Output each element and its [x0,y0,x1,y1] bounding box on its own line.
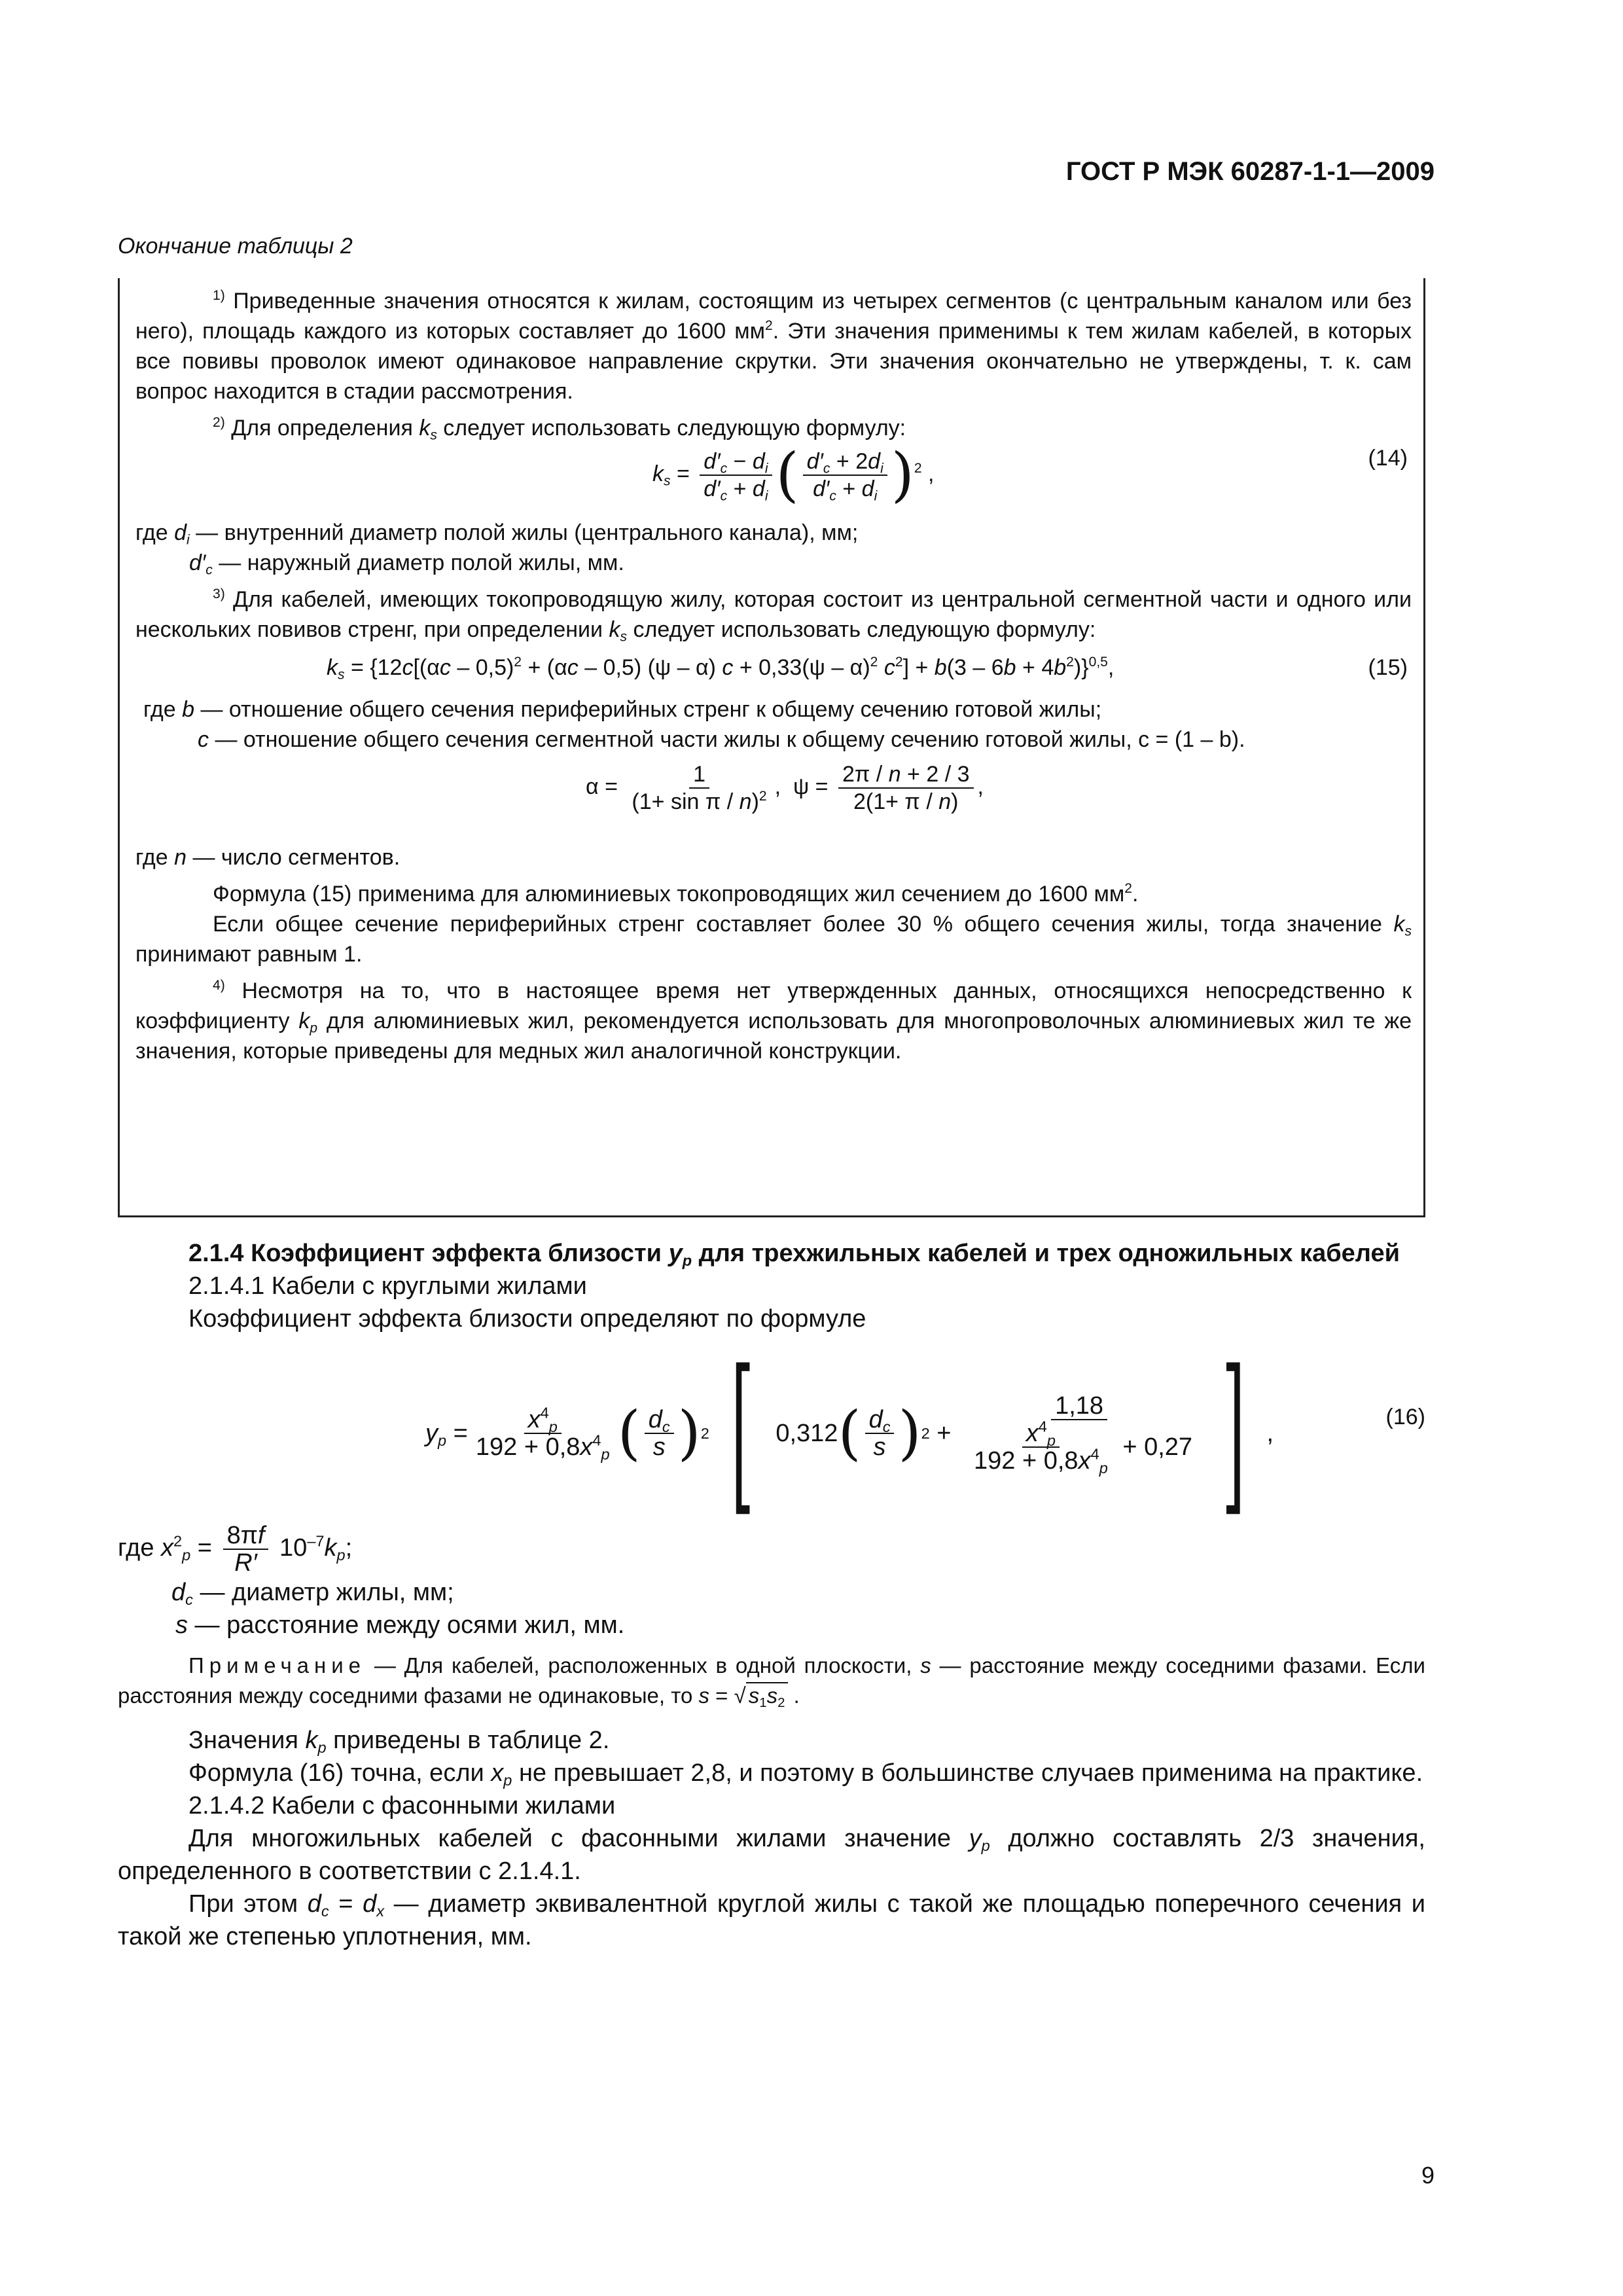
paragraph-dc-dx: При этом $d_c = d_x$ — диаметр эквивалентной круглой жилы с такой же площадью поперечного сечения и такой же степенью уплотнения, мм. [118,1890,1425,1950]
note-4: $^{4)}$ Несмотря на то, что в настоящее время нет утвержденных данных, относящихся непосредственно к коэффициенту $k_p$ для алюминиевых жил, рекомендуется использовать для многопроволочных алюминиевых жил те же значения, которые приведены для медных жил аналогичной конструкции. [135,977,1412,1064]
table-notes-box [118,278,1425,1217]
note-2: $^{2)}$ Для определения $k_s$ следует использовать следующую формулу: [213,414,906,443]
where-c: c — отношение общего сечения сегментной части жилы к общему сечению готовой жилы, c = (1 – b). [198,727,1245,752]
equation-number-15: (15) [1368,655,1408,680]
section-heading-2-1-4-1: 2.1.4.1 Кабели с круглыми жилами [188,1272,587,1300]
formula-15-note-2: Если общее сечение периферийных стренг составляет более 30 % общего сечения жилы, тогда значение $k_s$ принимают равным 1. [135,912,1412,967]
paragraph-shaped-conductors: Для многожильных кабелей с фасонными жилами значение $y_p$ должно составлять 2/3 значения, определенного в соответствии с 2.1.4.1. [118,1825,1425,1885]
equation-number-14: (14) [1368,446,1408,471]
note-plane: Примечание — Для кабелей, расположенных в одной плоскости, s — расстояние между соседними фазами. Если расстояния между соседними фазами не одинаковые, то s = √ $s_1s_2$ . [118,1653,1425,1711]
page-number: 9 [1421,2162,1435,2189]
section-heading-2-1-4: 2.1.4 Коэффициент эффекта близости $y_p$ для трехжильных кабелей и трех одножильных кабелей [188,1240,1400,1270]
where-s: s — расстояние между осями жил, мм. [175,1611,625,1639]
where-xp: где $x^2_p$ = $\frac{8\pi f}{R'}$ $10^{-7}k_p$; [118,1522,353,1577]
formula-alpha-psi: α = $\frac{1}{(1+ \sin \pi / n)^2}$ , ψ = $\frac{2\pi / n + 2 / 3}{2(1+ \pi / n)}$ , [586,762,984,814]
note-1: $^{1)}$ Приведенные значения относятся к жилам, состоящим из четырех сегментов (с центральным каналом или без него), площадь каждого из которых составляет до 1600 $мм^2$. Эти значения применимы к тем жилам кабелей, в которых все повивы проволок имеют одинаковое направление скрутки. Эти значения окончательно не утверждены, т. к. сам вопрос находится в стадии рассмотрения. [135,287,1412,404]
formula-16: $y_p$ = $\frac{x^4_p}{192 + 0,8x^4_p}$ ( $\frac{d_c}{s}$ ) 2 [ 0,312 ( $\frac{d_c}{s}$ ) 2 + 1,18 $\frac{x^4_p}{192 + 0,8x^4_p}$ + 0,27 ] , (16) [425,1335,1425,1532]
note-3: $^{3)}$ Для кабелей, имеющих токопроводящую жилу, которая состоит из центральной сегментной части и одного или нескольких повивов стренг, при определении $k_s$ следует использовать следующую формулу: [135,586,1412,645]
document-code: ГОСТ Р МЭК 60287-1-1—2009 [1065,157,1435,186]
where-dc-main: $d_c$ — диаметр жилы, мм; [171,1579,454,1609]
paragraph-kp-values: Значения $k_p$ приведены в таблице 2. [188,1727,610,1757]
where-di: где $d_i$ — внутренний диаметр полой жилы (центрального канала), мм; [135,520,859,548]
section-heading-2-1-4-2: 2.1.4.2 Кабели с фасонными жилами [188,1792,616,1820]
formula-15-note: Формула (15) применима для алюминиевых токопроводящих жил сечением до 1600 $мм^2$. [213,880,1139,906]
where-n: где n — число сегментов. [135,845,401,870]
main-text [118,1237,1425,1953]
formula-15: $k_s = \{12c[(\alpha c - 0,5)^2 + (\alpha c - 0,5)$ (ψ – α) c + 0,33(ψ – α)$^2$ $c^2] + b(3 - 6b + 4b^2)\}^{0,5}$, (15) [135,645,1412,694]
paragraph-formula-16-accuracy: Формула (16) точна, если $x_p$ не превышает 2,8, и поэтому в большинстве случаев применима на практике. [188,1759,1423,1789]
formula-14: $k_s$ = $\frac{d'_c - d_i}{d'_c + d_i}$ ( $\frac{d'_c + 2d_i}{d'_c + d_i}$ )$^2$ , (14) [652,440,1408,509]
where-dc: $d'_c$ — наружный диаметр полой жилы, мм. [189,550,624,578]
paragraph-proximity-formula-intro: Коэффициент эффекта близости определяют по формуле [188,1305,866,1333]
equation-number-16: (16) [1385,1405,1425,1429]
table-caption: Окончание таблицы 2 [118,234,353,259]
where-b: где b — отношение общего сечения периферийных стренг к общему сечению готовой жилы; [143,697,1102,722]
